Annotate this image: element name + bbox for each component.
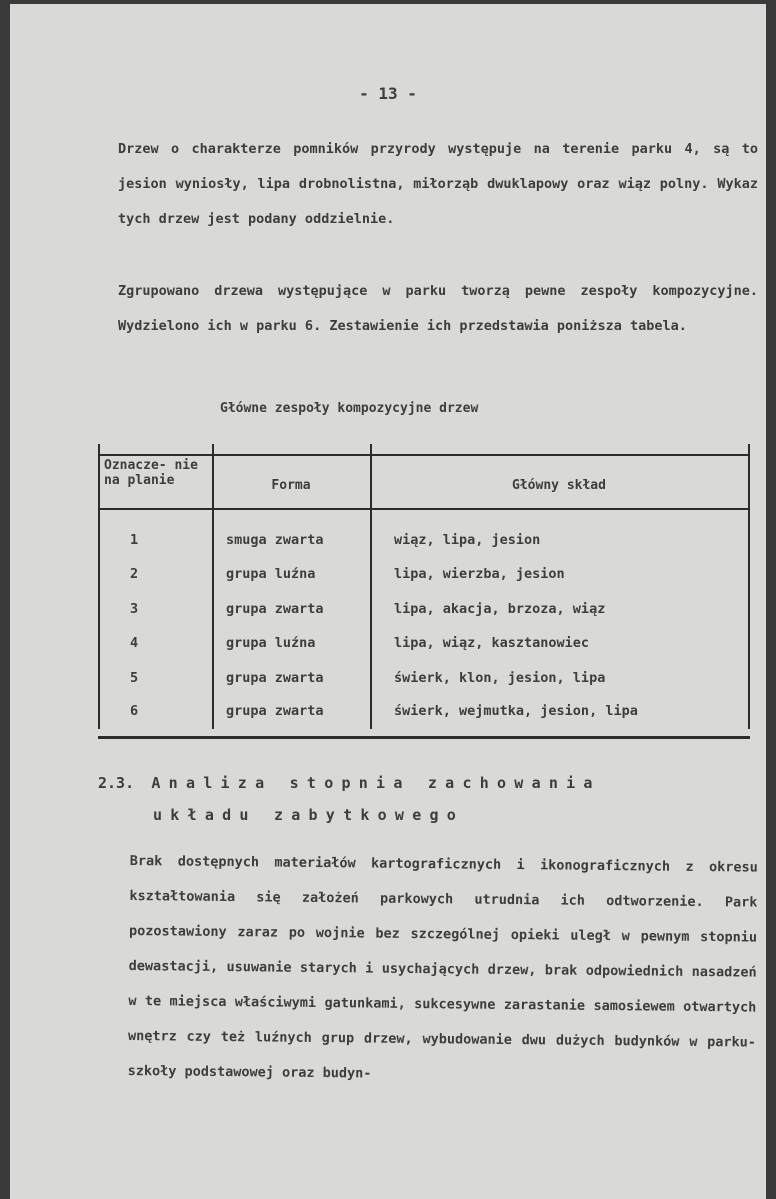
row-number: 6 <box>130 703 139 719</box>
row-composition: świerk, wejmutka, jesion, lipa <box>394 703 638 719</box>
row-number: 2 <box>130 566 139 582</box>
section-title-line-1: Analiza stopnia zachowania <box>151 774 601 792</box>
row-form: grupa zwarta <box>226 703 324 719</box>
row-form: grupa luźna <box>226 635 316 651</box>
row-form: grupa zwarta <box>226 601 324 617</box>
row-form: grupa luźna <box>226 566 316 582</box>
page-number: - 13 - <box>359 84 417 103</box>
table-bottom-rule <box>98 736 750 739</box>
row-number: 4 <box>130 635 139 651</box>
document-page <box>10 4 766 1199</box>
header-form: Forma <box>271 478 311 493</box>
composition-table <box>98 444 752 744</box>
row-composition: wiąz, lipa, jesion <box>394 532 541 548</box>
section-title-line-2: układu zabytkowego <box>153 806 465 824</box>
row-form: grupa zwarta <box>226 670 324 686</box>
row-number: 3 <box>130 601 139 617</box>
table-border-left <box>98 444 100 729</box>
table-caption: Główne zespoły kompozycyjne drzew <box>220 401 479 416</box>
row-number: 5 <box>130 670 139 686</box>
row-composition: lipa, wierzba, jesion <box>394 566 565 582</box>
section-number: 2.3. <box>98 774 135 792</box>
header-composition: Główny skład <box>512 478 606 493</box>
table-top-rule <box>98 454 750 456</box>
paragraph-3: Brak dostępnych materiałów kartograficznych i ikonograficznych z okresu kształtowania się założeń parkowych utrudnia ich odtworzenie. Park pozostawiony zaraz po wojnie bez szczególnej opieki uległ w pewnym stopniu dewastacji, usuwanie starych i usychających drzew, brak odpowiednich nasadzeń w te miejsca właściwymi gatunkami, sukcesywne zarastanie samosiewem otwartych wnętrz czy też luźnych grup drzew, wybudowanie dwu dużych budynków w parku- szkoły podstawowej oraz budyn- <box>127 852 758 1082</box>
row-number: 1 <box>130 532 139 548</box>
header-designation: Oznacze- nie na planie <box>104 458 198 488</box>
row-composition: lipa, wiąz, kasztanowiec <box>394 635 590 651</box>
paragraph-1: Drzew o charakterze pomników przyrody występuje na terenie parku 4, są to jesion wyniosły, lipa drobnolistna, miłorząb dwuklapowy oraz wiąz polny. Wykaz tych drzew jest podany oddzielnie. <box>118 141 758 227</box>
table-header-rule <box>98 508 750 510</box>
row-composition: świerk, klon, jesion, lipa <box>394 670 606 686</box>
paragraph-2: Zgrupowano drzewa występujące w parku tworzą pewne zespoły kompozycyjne. Wydzielono ich w parku 6. Zestawienie ich przedstawia poniższa tabela. <box>118 283 758 334</box>
row-composition: lipa, akacja, brzoza, wiąz <box>394 601 606 617</box>
row-form: smuga zwarta <box>226 532 324 548</box>
section-heading <box>98 774 601 792</box>
table-border-right <box>748 444 750 729</box>
